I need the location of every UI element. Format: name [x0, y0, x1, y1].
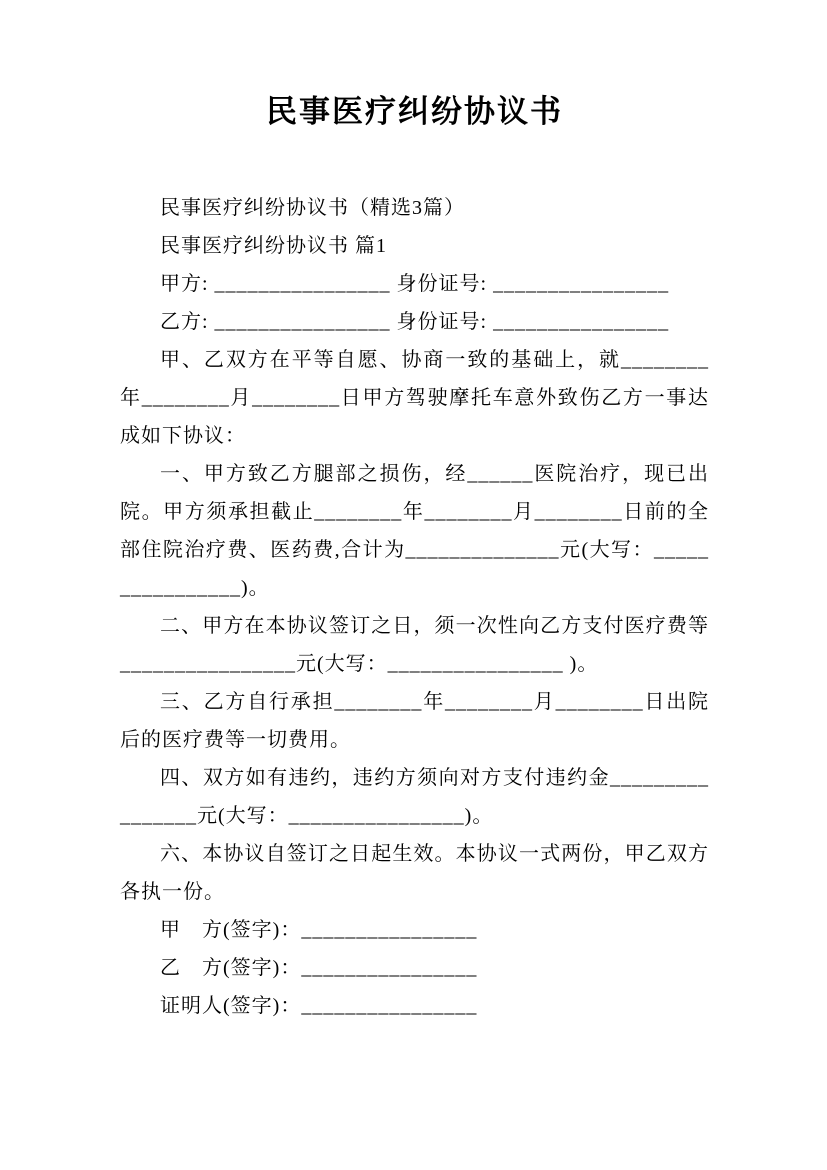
paragraph-preamble: 甲、乙双方在平等自愿、协商一致的基础上，就________年________月________日甲方驾驶摩托车意外致伤乙方一事达成如下协议：: [120, 349, 709, 447]
paragraph-clause-4: 四、双方如有违约，违约方须向对方支付违约金________________元(大写：________________)。: [120, 767, 709, 827]
paragraph-section-label: 民事医疗纠纷协议书 篇1: [160, 235, 387, 257]
paragraph-signature-witness: 证明人(签字)：________________: [160, 995, 478, 1017]
paragraph-clause-3: 三、乙方自行承担________年________月________日出院后的医疗费等一切费用。: [120, 691, 709, 751]
paragraph-subtitle: 民事医疗纠纷协议书（精选3篇）: [160, 197, 465, 219]
paragraph-party-b-id: 乙方: ________________ 身份证号: ________________: [160, 311, 670, 333]
paragraph-signature-party-b: 乙 方(签字)：________________: [160, 957, 478, 979]
document-title: 民事医疗纠纷协议书: [266, 94, 563, 129]
paragraph-clause-1: 一、甲方致乙方腿部之损伤，经______医院治疗，现已出院。甲方须承担截止________年________月________日前的全部住院治疗费、医药费,合计为______________元(大写：________________)。: [120, 463, 709, 599]
paragraph-party-a-id: 甲方: ________________ 身份证号: ________________: [160, 273, 670, 295]
paragraph-clause-6: 六、本协议自签订之日起生效。本协议一式两份，甲乙双方各执一份。: [120, 843, 709, 903]
paragraph-signature-party-a: 甲 方(签字)：________________: [160, 919, 478, 941]
paragraph-clause-2: 二、甲方在本协议签订之日，须一次性向乙方支付医疗费等________________元(大写：________________ )。: [120, 615, 709, 675]
